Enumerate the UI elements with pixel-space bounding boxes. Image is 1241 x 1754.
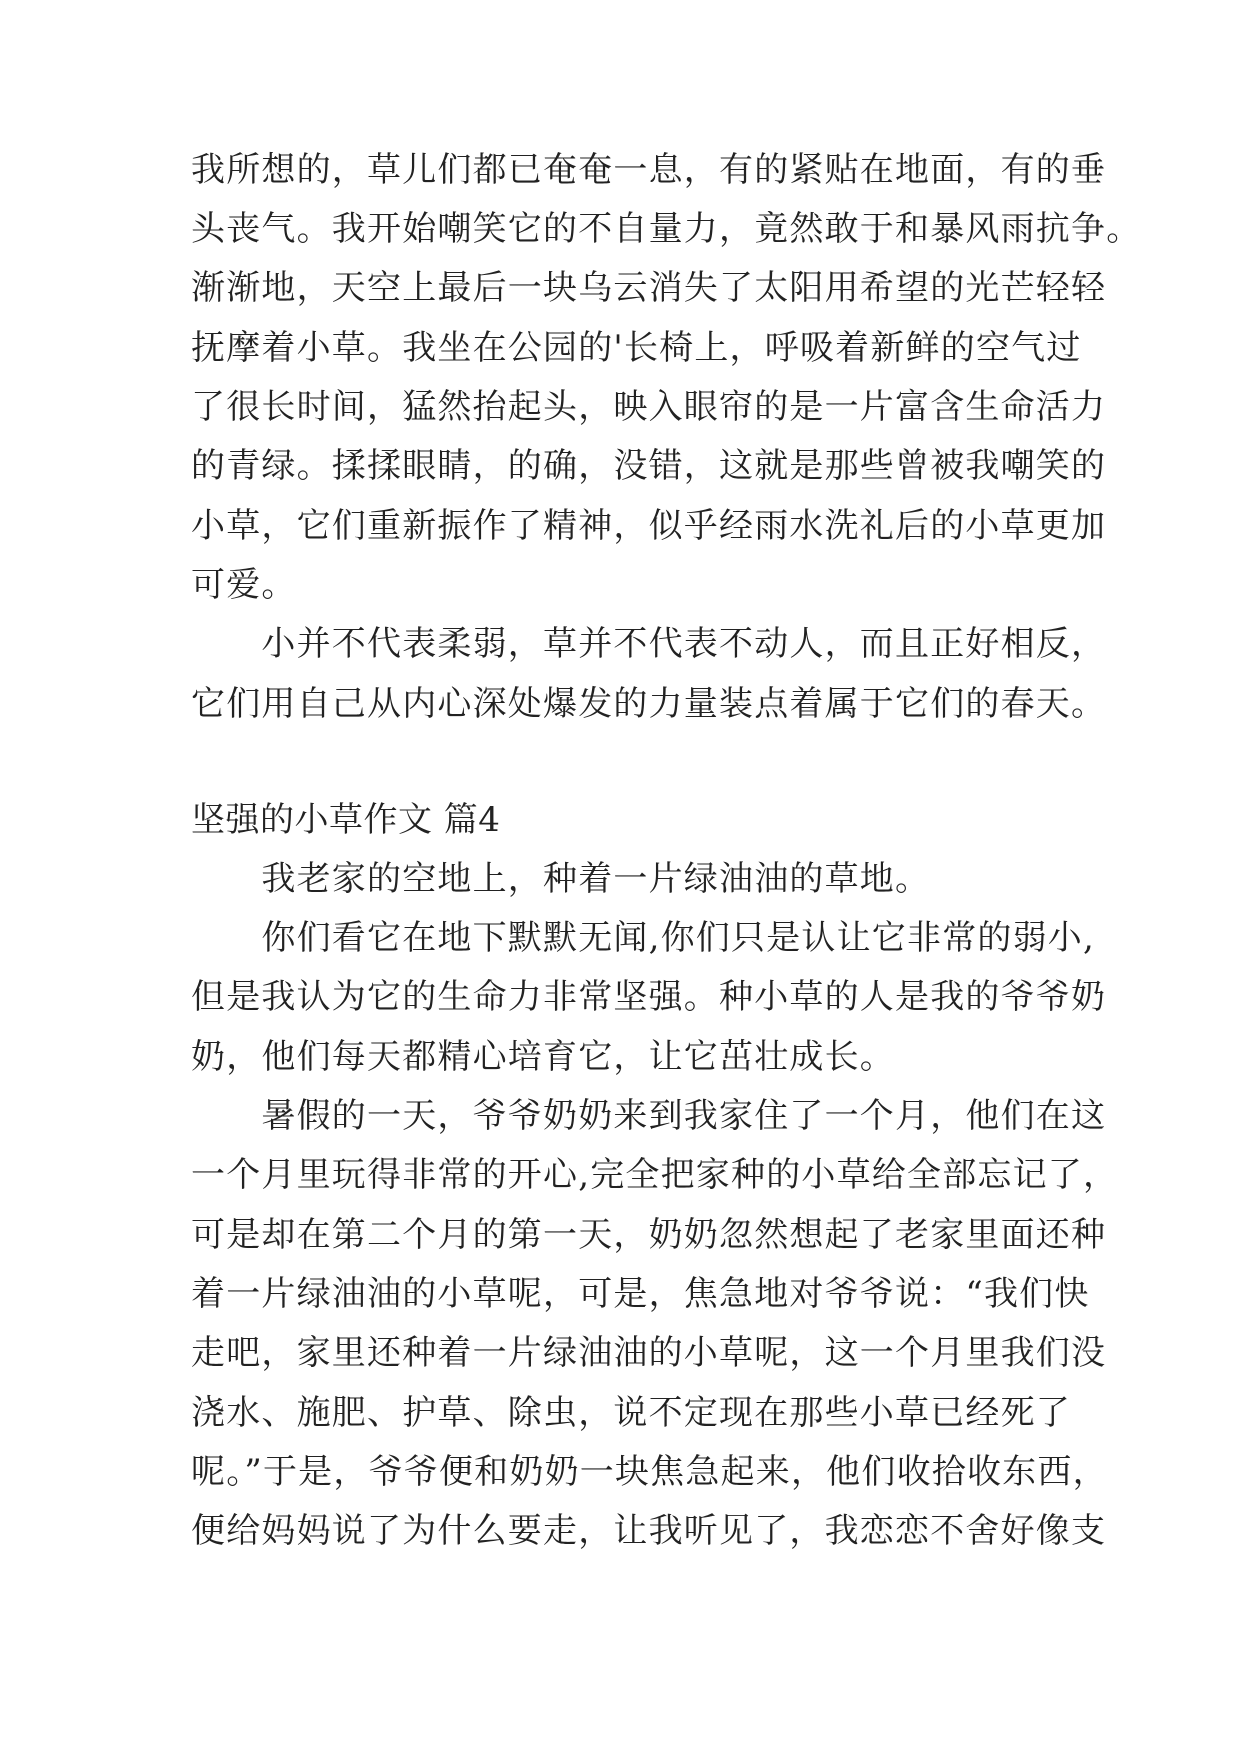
text-line: 抚摩着小草。我坐在公园的'长椅上，呼吸着新鲜的空气过 [191, 328, 1082, 368]
text-line: 浇水、施肥、护草、除虫，说不定现在那些小草已经死了 [191, 1393, 1071, 1433]
text-line: 你们看它在地下默默无闻,你们只是认让它非常的弱小, [191, 918, 1096, 958]
text-line: 头丧气。我开始嘲笑它的不自量力，竟然敢于和暴风雨抗争。 [191, 209, 1142, 249]
section-heading: 坚强的小草作文 篇4 [191, 800, 501, 840]
text-line: 小草，它们重新振作了精神，似乎经雨水洗礼后的小草更加 [191, 506, 1107, 546]
text-line: 一个月里玩得非常的开心,完全把家种的小草给全部忘记了， [191, 1155, 1119, 1195]
text-line: 渐渐地，天空上最后一块乌云消失了太阳用希望的光芒轻轻 [191, 268, 1107, 308]
text-line: 可是却在第二个月的第一天，奶奶忽然想起了老家里面还种 [191, 1215, 1107, 1255]
text-line: 可爱。 [191, 565, 297, 605]
text-line: 它们用自己从内心深处爆发的力量装点着属于它们的春天。 [191, 684, 1107, 724]
text-line: 了很长时间，猛然抬起头，映入眼帘的是一片富含生命活力 [191, 387, 1107, 427]
text-line: 暑假的一天，爷爷奶奶来到我家住了一个月，他们在这 [191, 1096, 1107, 1136]
text-line: 着一片绿油油的小草呢，可是，焦急地对爷爷说：“我们快 [191, 1274, 1090, 1314]
text-line: 我所想的，草儿们都已奄奄一息，有的紧贴在地面，有的垂 [191, 150, 1107, 190]
text-line: 奶，他们每天都精心培育它，让它茁壮成长。 [191, 1037, 895, 1077]
text-line: 但是我认为它的生命力非常坚强。种小草的人是我的爷爷奶 [191, 977, 1107, 1017]
text-line: 呢。”于是，爷爷便和奶奶一块焦急起来，他们收拾收东西， [191, 1452, 1108, 1492]
text-line: 小并不代表柔弱，草并不代表不动人，而且正好相反， [191, 624, 1107, 664]
text-line: 走吧，家里还种着一片绿油油的小草呢，这一个月里我们没 [191, 1333, 1107, 1373]
text-line: 便给妈妈说了为什么要走，让我听见了，我恋恋不舍好像支 [191, 1511, 1107, 1551]
text-line: 的青绿。揉揉眼睛，的确，没错，这就是那些曾被我嘲笑的 [191, 446, 1107, 486]
text-line: 我老家的空地上，种着一片绿油油的草地。 [191, 859, 931, 899]
